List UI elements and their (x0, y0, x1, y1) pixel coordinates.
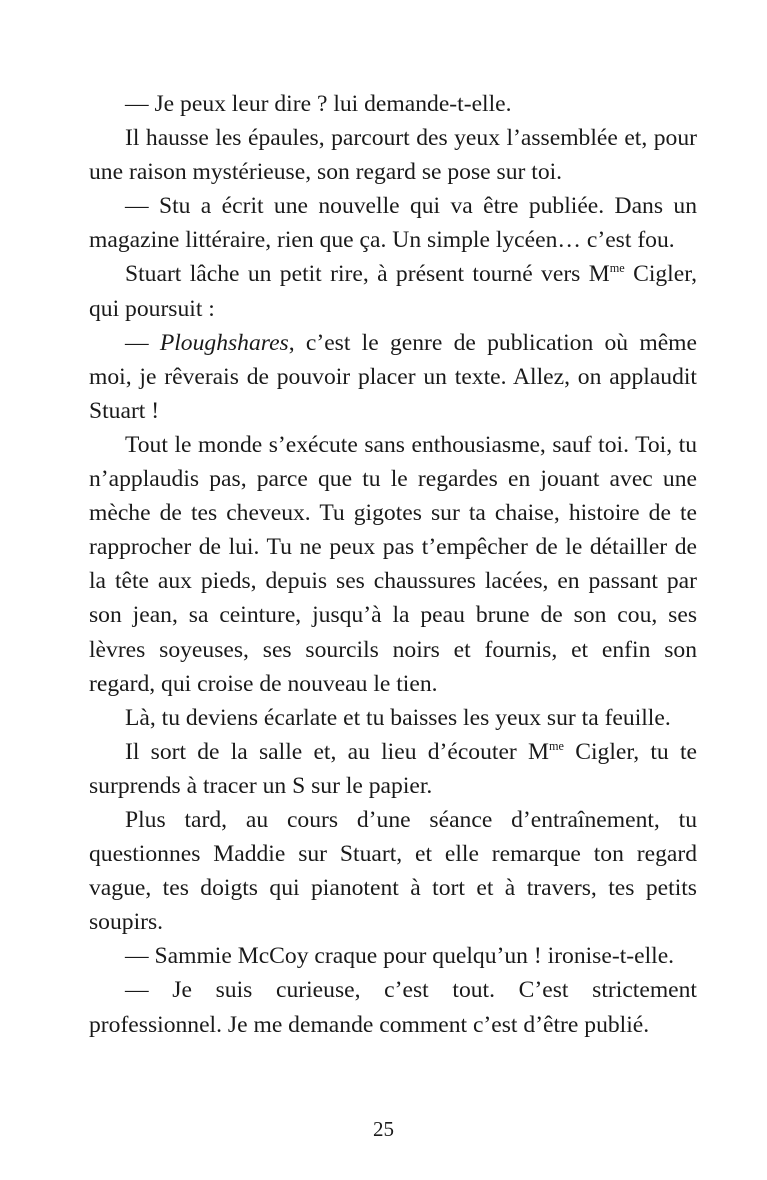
paragraph: — Stu a écrit une nouvelle qui va être publiée. Dans un magazine littéraire, rien que ça. Un simple lycéen… c’est fou. (89, 193, 697, 254)
title-abbreviation-superscript: me (609, 261, 625, 276)
paragraph: Plus tard, au cours d’une séance d’entraînement, tu questionnes Maddie sur Stuart, et elle remarque ton regard vague, tes doigts qui pianotent à tort et à travers, tes petits soupirs. (89, 806, 697, 936)
page-number: 25 (373, 1117, 394, 1141)
body-text (89, 87, 697, 1042)
paragraph (89, 257, 697, 325)
paragraph-text: , c’est le genre de publication où même moi, je rêverais de pouvoir placer un texte. Allez, on applaudit Stuart ! (89, 329, 697, 424)
paragraph-text: Il sort de la salle et, au lieu d’écouter M (125, 738, 549, 765)
paragraph: — Je suis curieuse, c’est tout. C’est strictement professionnel. Je me demande comment c’est d’être publié. (89, 977, 697, 1038)
paragraph: — Sammie McCoy craque pour quelqu’un ! ironise-t-elle. (125, 943, 675, 970)
title-abbreviation-superscript: me (549, 738, 564, 753)
paragraph: Tout le monde s’exécute sans enthousiasme, sauf toi. Toi, tu n’applaudis pas, parce que tu le regardes en jouant avec une mèche de tes cheveux. Tu gigotes sur ta chaise, histoire de te rapprocher de lui. Tu ne peux pas t’empêcher de le détailler de la tête aux pieds, depuis ses chaussures lacées, en passant par son jean, sa ceinture, jusqu’à la peau brune de son cou, ses lèvres soyeuses, ses sourcils noirs et fournis, et enfin son regard, qui croise de nouveau le tien. (89, 431, 697, 697)
paragraph: — Je peux leur dire ? lui demande-t-elle. (125, 91, 512, 117)
paragraph: Là, tu deviens écarlate et tu baisses les yeux sur ta feuille. (125, 704, 671, 731)
magazine-title-italic: Ploughshares (159, 329, 289, 356)
paragraph (89, 326, 697, 428)
paragraph-text: Cigler, tu te surprends à tracer un S sur le papier. (89, 738, 697, 799)
dialogue-dash: — (125, 329, 160, 356)
paragraph-text: Stuart lâche un petit rire, à présent tourné vers M (125, 261, 610, 288)
paragraph (89, 735, 697, 803)
paragraph: Il hausse les épaules, parcourt des yeux l’assemblée et, pour une raison mystérieuse, son regard se pose sur toi. (89, 125, 697, 186)
paragraph-text: Cigler, qui poursuit : (89, 261, 698, 322)
